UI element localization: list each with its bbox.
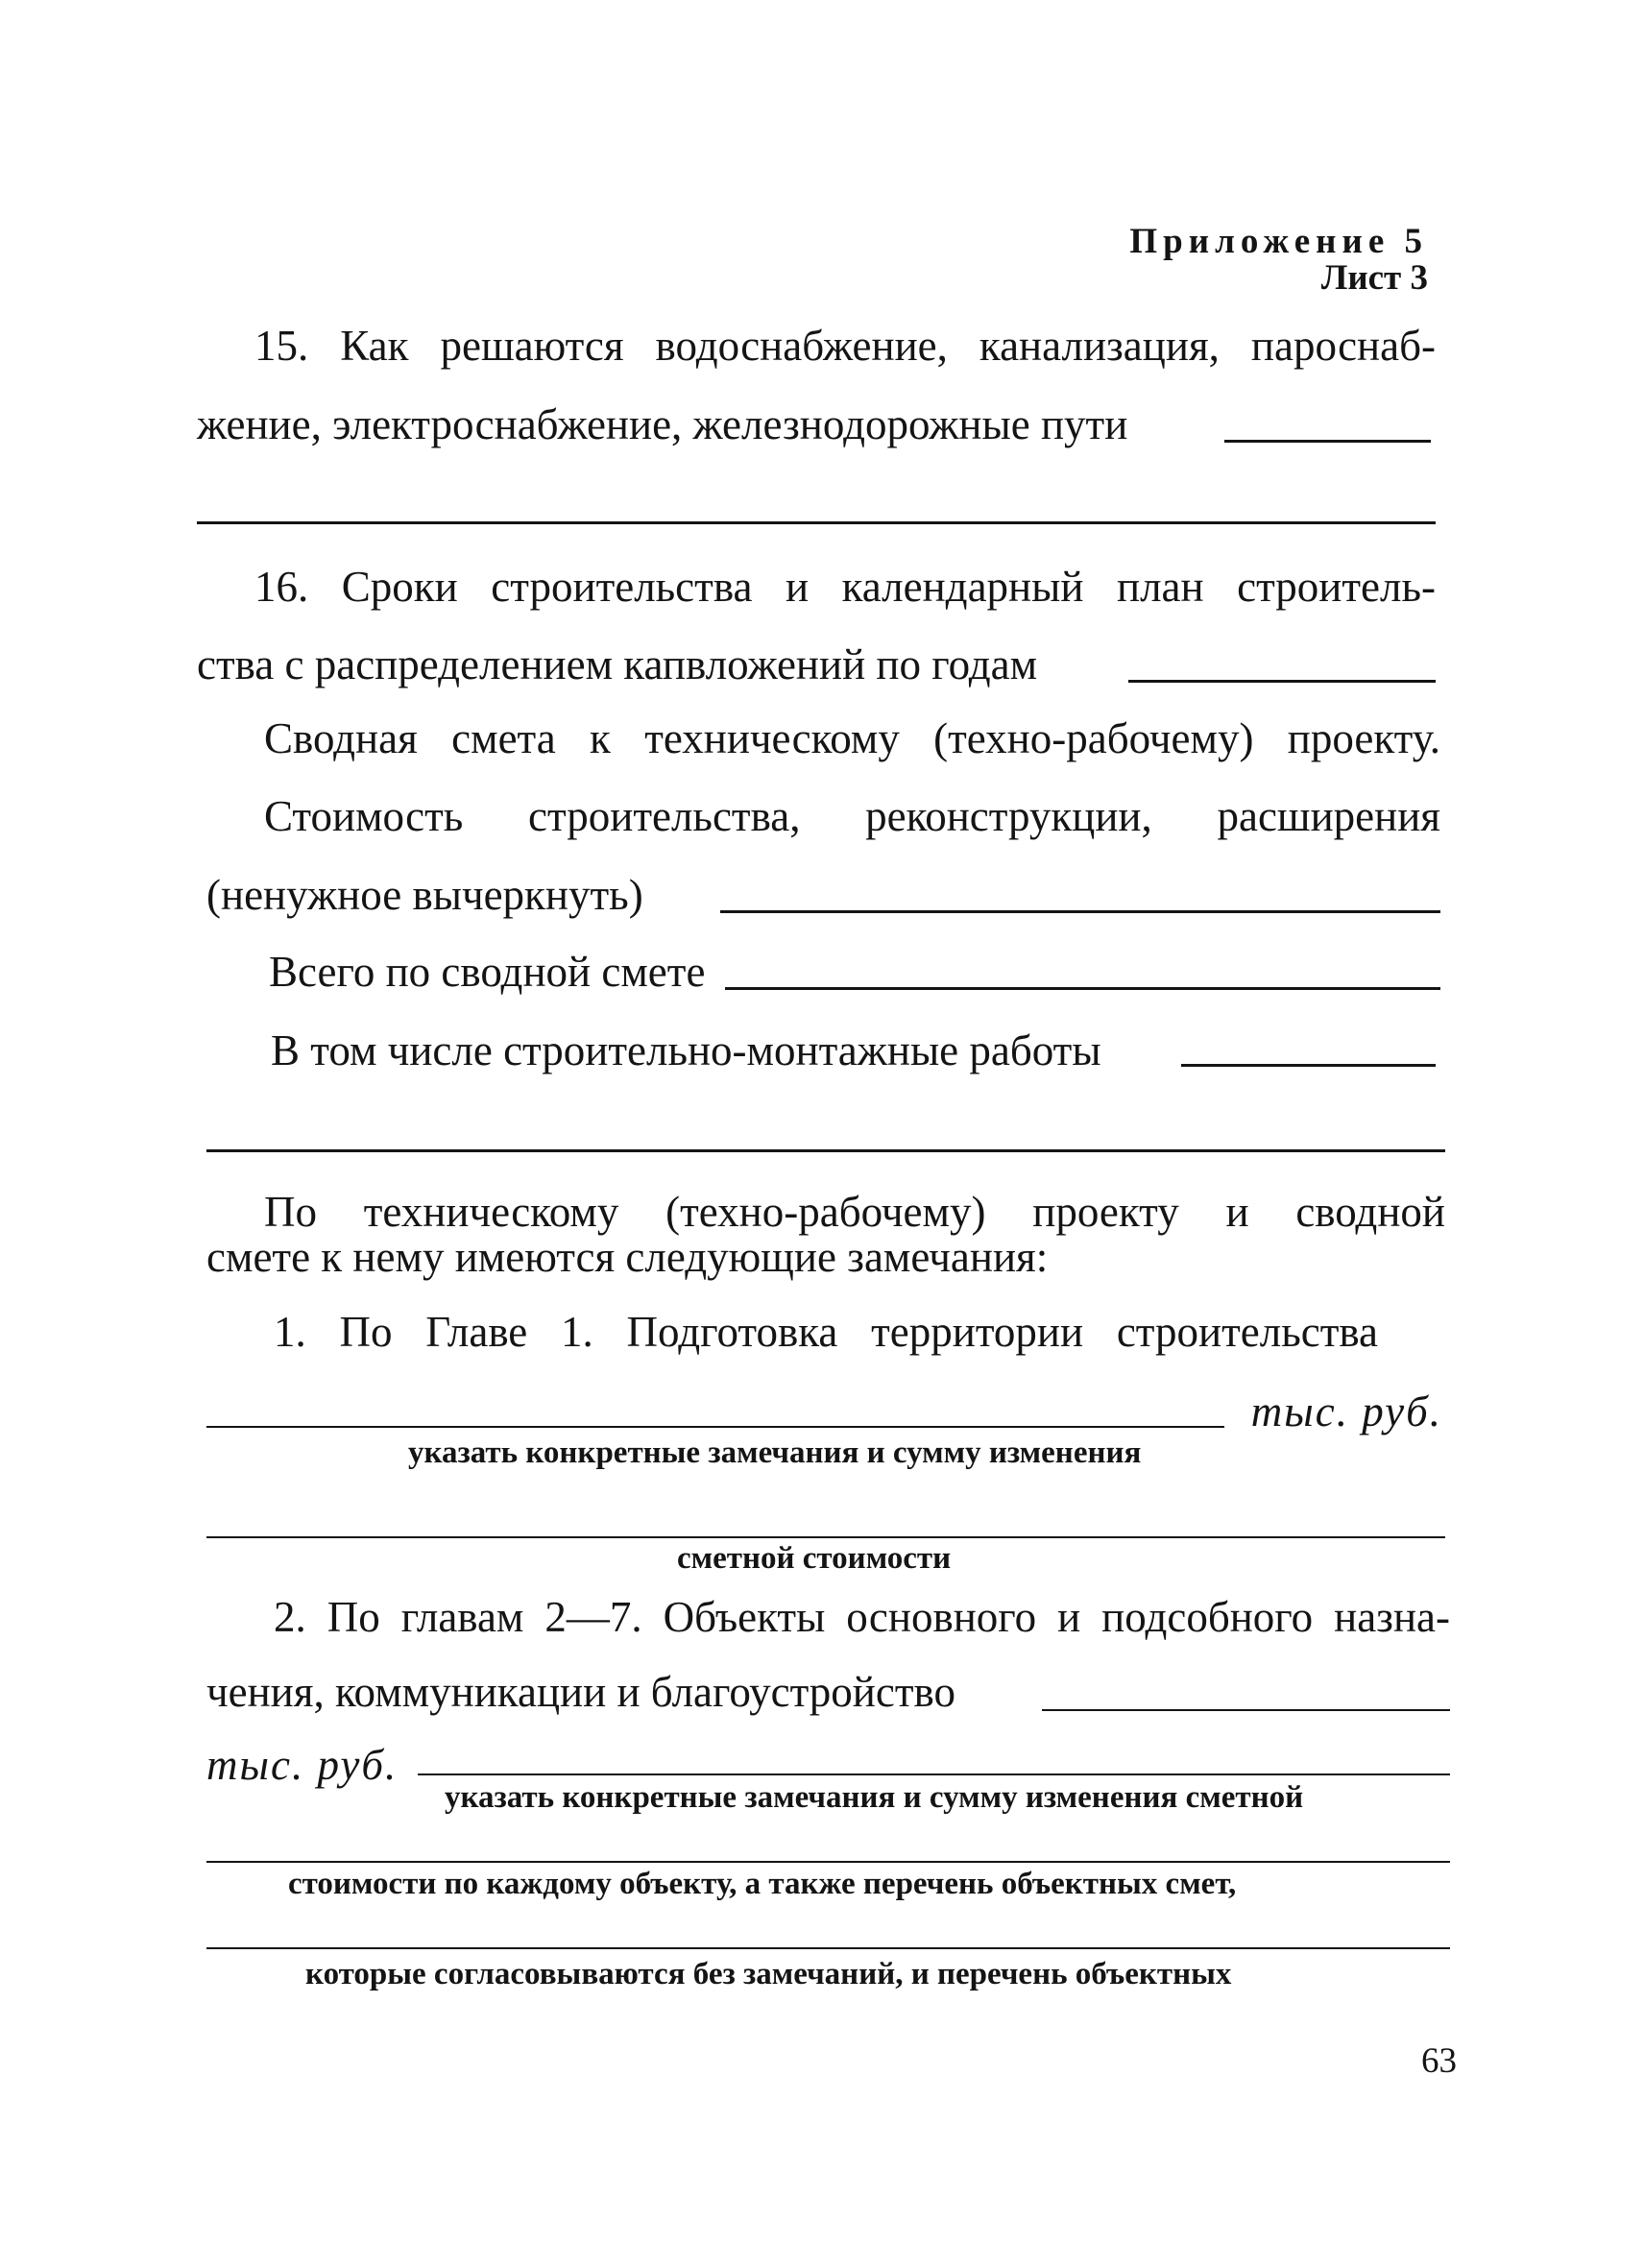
total-label: Всего по сводной смете: [269, 948, 706, 996]
including-answer-line: [1181, 1064, 1436, 1067]
item-16-answer-line: [1128, 680, 1436, 683]
chapter-1-hint-2: сметной стоимости: [677, 1541, 952, 1576]
chapter-1-unit: тыс. руб.: [1250, 1387, 1442, 1436]
total-answer-line: [725, 987, 1440, 990]
cost-line-1: Стоимость строительства, реконструкции, расширения: [264, 792, 1440, 840]
item-16-line-1: 16. Сроки строительства и календарный план строитель-: [254, 563, 1436, 611]
page-number: 63: [1421, 2041, 1457, 2081]
chapter-2-hint-2: стоимости по каждому объекту, а также перечень объектных смет,: [288, 1867, 1237, 1901]
including-label: В том числе строительно-монтажные работы: [271, 1026, 1101, 1074]
including-answer-line-2: [206, 1149, 1445, 1152]
chapter-2-unit: тыс. руб.: [206, 1741, 399, 1789]
remarks-intro-line-1: По техническому (техно-рабочему) проекту и сводной: [264, 1188, 1445, 1236]
item-15-line-1: 15. Как решаются водоснабжение, канализация, пароснаб-: [254, 322, 1436, 370]
chapter-2-answer-line-4: [206, 1947, 1450, 1949]
chapter-1-answer-line-2: [206, 1536, 1445, 1538]
remarks-intro-line-2: смете к нему имеются следующие замечания:: [206, 1233, 1049, 1281]
cost-answer-line: [720, 910, 1440, 913]
chapter-2-hint-3: которые согласовываются без замечаний, и перечень объектных: [305, 1957, 1232, 1991]
sheet-label: Лист 3: [1320, 258, 1428, 298]
chapter-1-hint-1: указать конкретные замечания и сумму изменения: [408, 1436, 1142, 1470]
appendix-label: Приложение 5: [1129, 222, 1428, 261]
chapter-1-heading: 1. По Главе 1. Подготовка территории строительства: [274, 1308, 1378, 1356]
item-15-line-2: жение, электроснабжение, железнодорожные пути: [197, 400, 1128, 448]
chapter-2-hint-1: указать конкретные замечания и сумму изменения сметной: [445, 1780, 1304, 1815]
chapter-2-answer-line-2: [418, 1773, 1450, 1775]
item-16-line-2: ства с распределением капвложений по годам: [197, 640, 1038, 688]
item-15-answer-line-2: [197, 521, 1436, 524]
chapter-1-answer-line: [206, 1426, 1224, 1428]
chapter-2-line-1: 2. По главам 2—7. Объекты основного и подсобного назна-: [274, 1593, 1450, 1641]
item-15-answer-line: [1224, 440, 1431, 443]
cost-line-2: (ненужное вычеркнуть): [206, 871, 643, 919]
summary-estimate-heading: Сводная смета к техническому (техно-рабочему) проекту.: [264, 714, 1440, 762]
chapter-2-answer-line-3: [206, 1861, 1450, 1863]
chapter-2-answer-line: [1042, 1709, 1450, 1711]
chapter-2-line-2: чения, коммуникации и благоустройство: [206, 1668, 955, 1716]
